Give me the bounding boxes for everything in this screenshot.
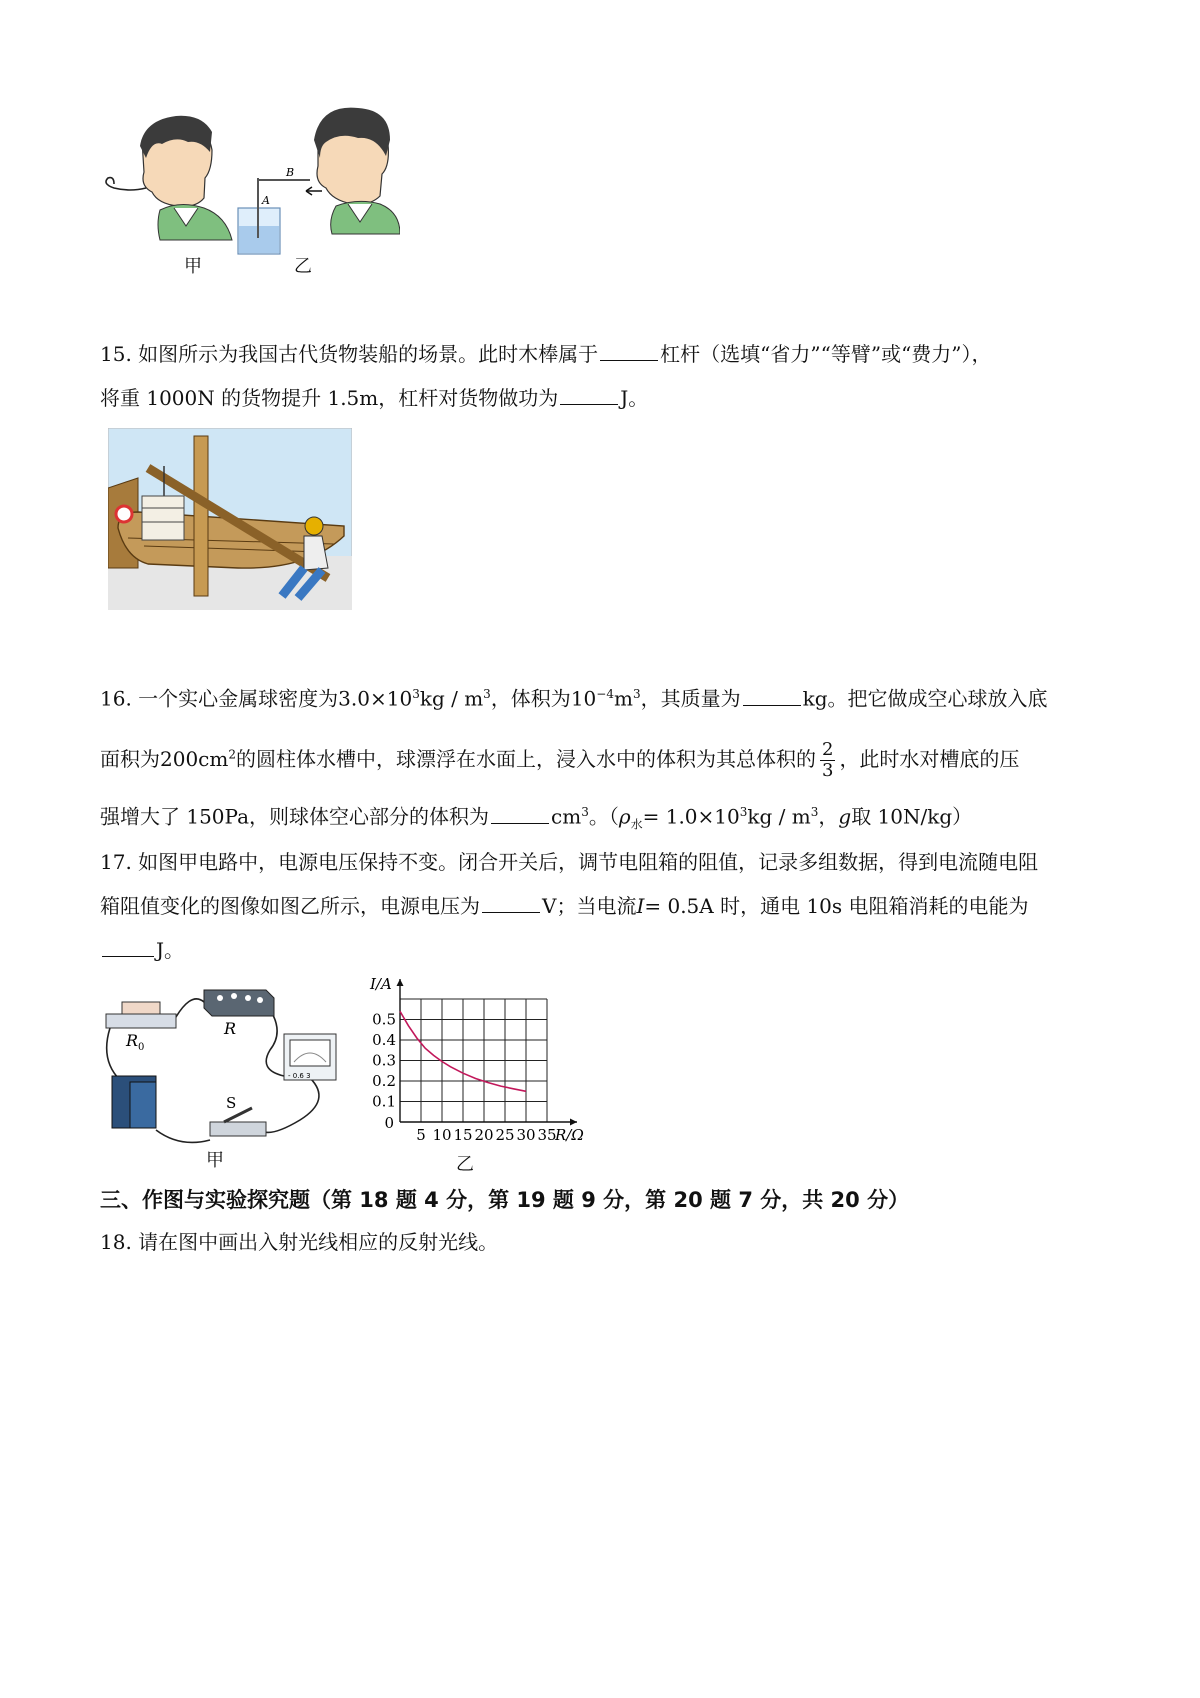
q17-line2 [100,894,1029,918]
q17-blank-1[interactable] [482,894,540,913]
q15-line1 [100,342,992,366]
q15-blank-1[interactable] [600,342,658,361]
q17-text-a: 如图甲电路中，电源电压保持不变。闭合开关后，调节电阻箱的阻值，记录多组数据，得到电流随电阻 [138,850,1039,874]
rho-subscript: 水 [630,817,643,832]
figure-q14 [100,100,400,280]
y-tick-label: 0.5 [372,1010,396,1029]
q17-text-d: = 0.5A 时，通电 10s 电阻箱消耗的电能为 [644,894,1029,918]
q17-text-b: 箱阻值变化的图像如图乙所示，电源电压为 [100,894,480,918]
q15-blank-2[interactable] [560,386,618,405]
water-density-unit-exponent: 3 [810,805,819,819]
y-axis-arrow [397,979,404,986]
water-density: = 1.0×10 [642,804,740,829]
q18-text: 请在图中画出入射光线相应的反射光线。 [138,1230,499,1254]
y-tick-label: 0.1 [372,1092,396,1111]
q15-text-a: 如图所示为我国古代货物装船的场景。此时木棒属于 [138,342,599,366]
beaker-drawing [238,166,322,254]
q16-text-j: ， [818,804,839,829]
g-symbol: g [838,804,852,829]
q16-blank-1[interactable] [743,687,801,706]
meter-marks: - 0.6 3 [288,1072,311,1080]
caption-jia: 甲 [184,256,202,277]
x-axis-arrow [570,1119,577,1126]
caption-yi: 乙 [294,256,312,277]
water-density-unit: kg / m [747,804,811,829]
q16-text-i: 。（ [588,804,619,829]
q16-text-f: 的圆柱体水槽中，球漂浮在水面上，浸入水中的体积为其总体积的 [235,747,816,771]
density-exponent: 3 [412,687,420,701]
x-axis-label: R/Ω [555,1126,584,1144]
label-B: B [286,166,295,179]
fraction-numerator: 2 [821,739,834,760]
x-tick-label: 15 [453,1126,473,1144]
circuit-illustration [100,980,350,1172]
figure-q15-boat [108,428,352,610]
volume-exponent: −4 [596,687,614,701]
origin-label: 0 [384,1114,394,1132]
q18-line [100,1230,498,1254]
q16-blank-2[interactable] [491,805,549,824]
section-3-title: 三、作图与实验探究题（第 18 题 4 分，第 19 题 9 分，第 20 题 7 分，共 20 分） [100,1188,910,1212]
q16-text-e: 面积为 [100,747,160,771]
cm-unit: cm [551,804,582,829]
label-R: R [224,1019,237,1038]
label-R0-sub: 0 [138,1042,145,1053]
q16-text-b: ，体积为 [490,686,571,711]
q17-line3 [100,938,184,962]
area-exponent: 2 [228,747,236,762]
x-tick-label: 20 [474,1126,494,1144]
q15-number: 15. [100,342,132,366]
q15-line2 [100,386,648,410]
boat-lever-illustration [108,428,352,610]
y-tick-label: 0.4 [372,1031,396,1049]
area-value: 200cm [160,747,229,771]
label-R0: R [126,1031,139,1050]
q16-text-k: 取 10N/kg） [851,804,973,829]
chart-i-r [360,970,610,1176]
x-tick-label: 10 [432,1126,452,1144]
q18-number: 18. [100,1230,132,1254]
q15-text-d: J。 [620,386,649,410]
q16-line1 [100,682,1048,711]
x-tick-label: 25 [495,1126,515,1144]
q17-number: 17. [100,850,132,874]
q16-text-a: 一个实心金属球密度为 [138,686,339,711]
y-tick-label: 0.3 [372,1051,396,1070]
q16-text-c: ，其质量为 [640,686,741,711]
q16-line3 [100,800,972,837]
q15-text-b: 杠杆（选填“省力”“等臂”或“费力”）， [660,342,992,366]
q17-blank-2[interactable] [102,938,154,957]
x-tick-label: 30 [516,1126,536,1144]
label-S: S [226,1094,237,1112]
boy-jia-drawing [106,116,232,240]
q16-text-g: ，此时水对槽底的压 [839,747,1020,771]
water-density-exponent: 3 [739,805,748,819]
cm-exponent: 3 [581,805,589,819]
density-unit: kg / m [419,686,484,711]
q17-text-e: J。 [156,938,185,962]
caption-yi-chart: 乙 [456,1154,474,1175]
q16-text-d: kg。把它做成空心球放入底 [802,686,1048,711]
q16-text-h: 强增大了 150Pa，则球体空心部分的体积为 [100,804,490,829]
boy-yi-drawing [314,108,400,234]
q17-line1 [100,850,1038,874]
fraction-two-thirds [820,740,835,781]
caption-jia-circuit: 甲 [206,1150,224,1171]
current-resistance-chart [360,970,610,1176]
volume-unit: m [613,686,633,711]
density-value: 3.0×10 [338,686,413,711]
q16-number: 16. [100,686,132,711]
x-tick-label: 35 [537,1126,557,1144]
x-tick-label: 5 [416,1126,426,1144]
density-unit-exponent: 3 [483,687,491,701]
current-symbol: I [636,894,645,918]
volume-value: 10 [570,686,597,711]
rho-symbol: ρ [618,804,631,829]
q16-line2 [100,740,1019,781]
circuit-diagram [100,980,350,1172]
y-axis-label: I/A [370,975,392,993]
label-A: A [262,194,270,207]
q17-text-c: V；当电流 [542,894,637,918]
fraction-denominator: 3 [821,760,834,781]
boys-blowing-illustration [100,100,400,280]
q15-text-c: 将重 1000N 的货物提升 1.5m，杠杆对货物做功为 [100,386,559,410]
y-tick-label: 0.2 [372,1072,396,1090]
volume-unit-exponent: 3 [632,687,641,701]
